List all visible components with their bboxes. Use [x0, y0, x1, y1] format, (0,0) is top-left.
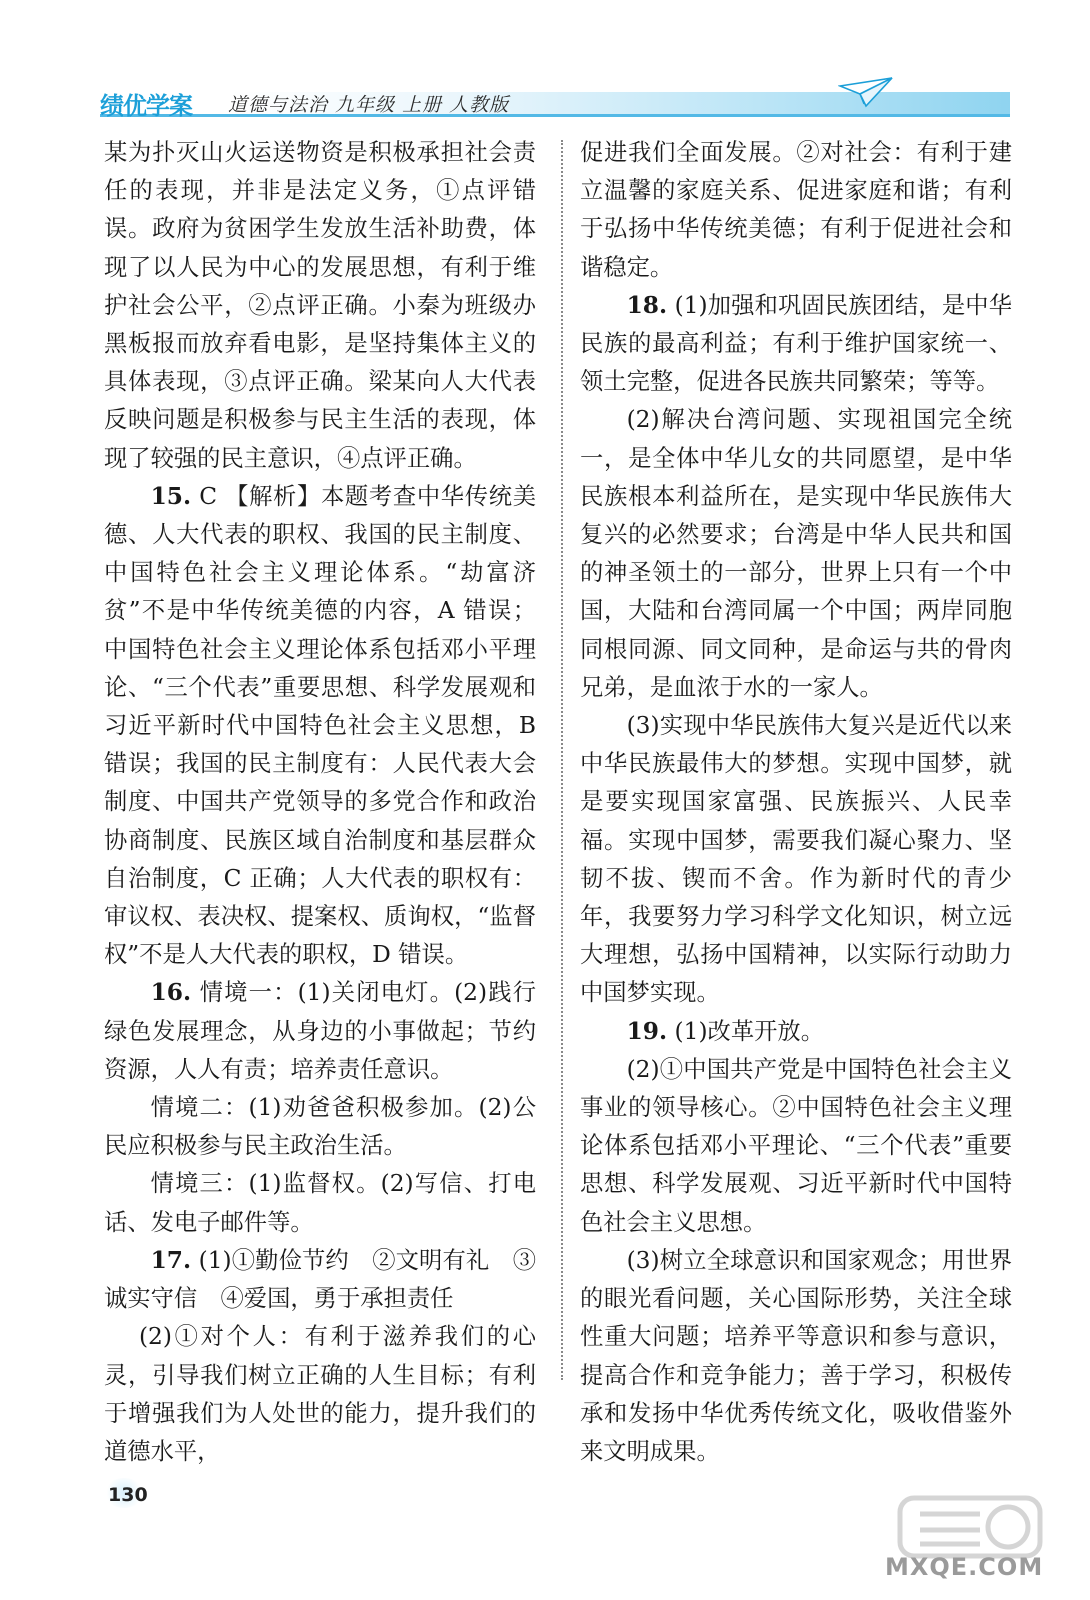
question-number: 19. [626, 1017, 668, 1045]
answer-17: 17. (1)①勤俭节约 ②文明有礼 ③诚实守信 ④爱国，勇于承担责任 [104, 1246, 536, 1313]
answer-19-part-2: (2)①中国共产党是中国特色社会主义事业的领导核心。②中国特色社会主义理论体系包括邓小平理论、“三个代表”重要思想、科学发展观、习近平新时代中国特色社会主义思想。 [580, 1055, 1012, 1236]
watermark-logo-icon [880, 1490, 1060, 1600]
answer-16-scenario-2: 情境二：(1)劝爸爸积极参加。(2)公民应积极参与民主政治生活。 [104, 1094, 536, 1160]
answer-18-part-2: (2)解决台湾问题、实现祖国完全统一，是全体中华儿女的共同愿望，是中华民族根本利益所在，是实现中华民族伟大复兴的必然要求；台湾是中华人民共和国的神圣领土的一部分，世界上只有一个中国，大陆和台湾同属一个中国；两岸同胞同根同源、同文同种，是命运与共的骨肉兄弟，是血浓于水的一家人。 [580, 406, 1012, 701]
question-number: 15. [150, 482, 192, 510]
book-title: 道德与法治 九年级 上册 人教版 [228, 94, 510, 116]
answer-15: 15. C 【解析】本题考查中华传统美德、人大代表的职权、我国的民主制度、中国特色社会主义理论体系。“劫富济贫”不是中华传统美德的内容，A 错误；中国特色社会主义理论体系包括邓小平理论、“三个代表”重要思想、科学发展观和习近平新时代中国特色社会主义思想，B 错误；我国的民主制度有：人民代表大会制度、中国共产党领导的多党合作和政治协商制度、民族区域自治制度和基层群众自治制度，C 正确；人大代表的职权有：审议权、表决权、提案权、质询权，“监督权”不是人大代表的职权，D 错误。 [104, 482, 536, 969]
page-header [100, 76, 1010, 122]
answer-16-scenario-3: 情境三：(1)监督权。(2)写信、打电话、发电子邮件等。 [104, 1170, 536, 1236]
answer-17-continued: 促进我们全面发展。②对社会：有利于建立温馨的家庭关系、促进家庭和谐；有利于弘扬中华传统美德；有利于促进社会和谐稳定。 [580, 139, 1012, 281]
question-number: 17. [150, 1246, 192, 1274]
answer-18: 18. (1)加强和巩固民族团结，是中华民族的最高利益；有利于维护国家统一、领土完整，促进各民族共同繁荣；等等。 [580, 291, 1012, 396]
answer-paragraph: 某为扑灭山火运送物资是积极承担社会责任的表现，并非是法定义务，①点评错误。政府为贫困学生发放生活补助费，体现了以人民为中心的发展思想，有利于维护社会公平，②点评正确。小秦为班级办黑板报而放弃看电影，是坚持集体主义的具体表现，③点评正确。梁某向人大代表反映问题是积极参与民主生活的表现，体现了较强的民主意识，④点评正确。 [104, 139, 536, 472]
paper-plane-icon [838, 76, 894, 110]
question-number: 18. [626, 291, 668, 319]
answer-17-part-2: (2)①对个人：有利于滋养我们的心灵，引导我们树立正确的人生目标；有利于增强我们为人处世的能力，提升我们的道德水平， [104, 1323, 536, 1465]
question-number: 16. [150, 979, 192, 1007]
left-column [104, 134, 536, 1471]
page-number: 130 [108, 1484, 148, 1506]
answer-19-part-3: (3)树立全球意识和国家观念；用世界的眼光看问题，关心国际形势，关注全球性重大问题；培养平等意识和参与意识，提高合作和竞争能力；善于学习，积极传承和发扬中华优秀传统文化，吸收借鉴外来文明成果。 [580, 1246, 1012, 1465]
right-column [580, 134, 1012, 1471]
answer-19: 19. (1)改革开放。 [626, 1017, 825, 1045]
series-logo: 绩优学案 [100, 92, 192, 120]
answer-16: 16. 情境一：(1)关闭电灯。(2)践行绿色发展理念，从身边的小事做起；节约资源，人人有责；培养责任意识。 [104, 979, 536, 1083]
watermark-text: MXQE.COM [885, 1553, 1044, 1581]
column-divider [561, 140, 563, 1380]
answer-18-part-3: (3)实现中华民族伟大复兴是近代以来中华民族最伟大的梦想。实现中国梦，就是要实现国家富强、民族振兴、人民幸福。实现中国梦，需要我们凝心聚力、坚韧不拔、锲而不舍。作为新时代的青少年，我要努力学习科学文化知识，树立远大理想，弘扬中国精神，以实际行动助力中国梦实现。 [580, 712, 1012, 1007]
